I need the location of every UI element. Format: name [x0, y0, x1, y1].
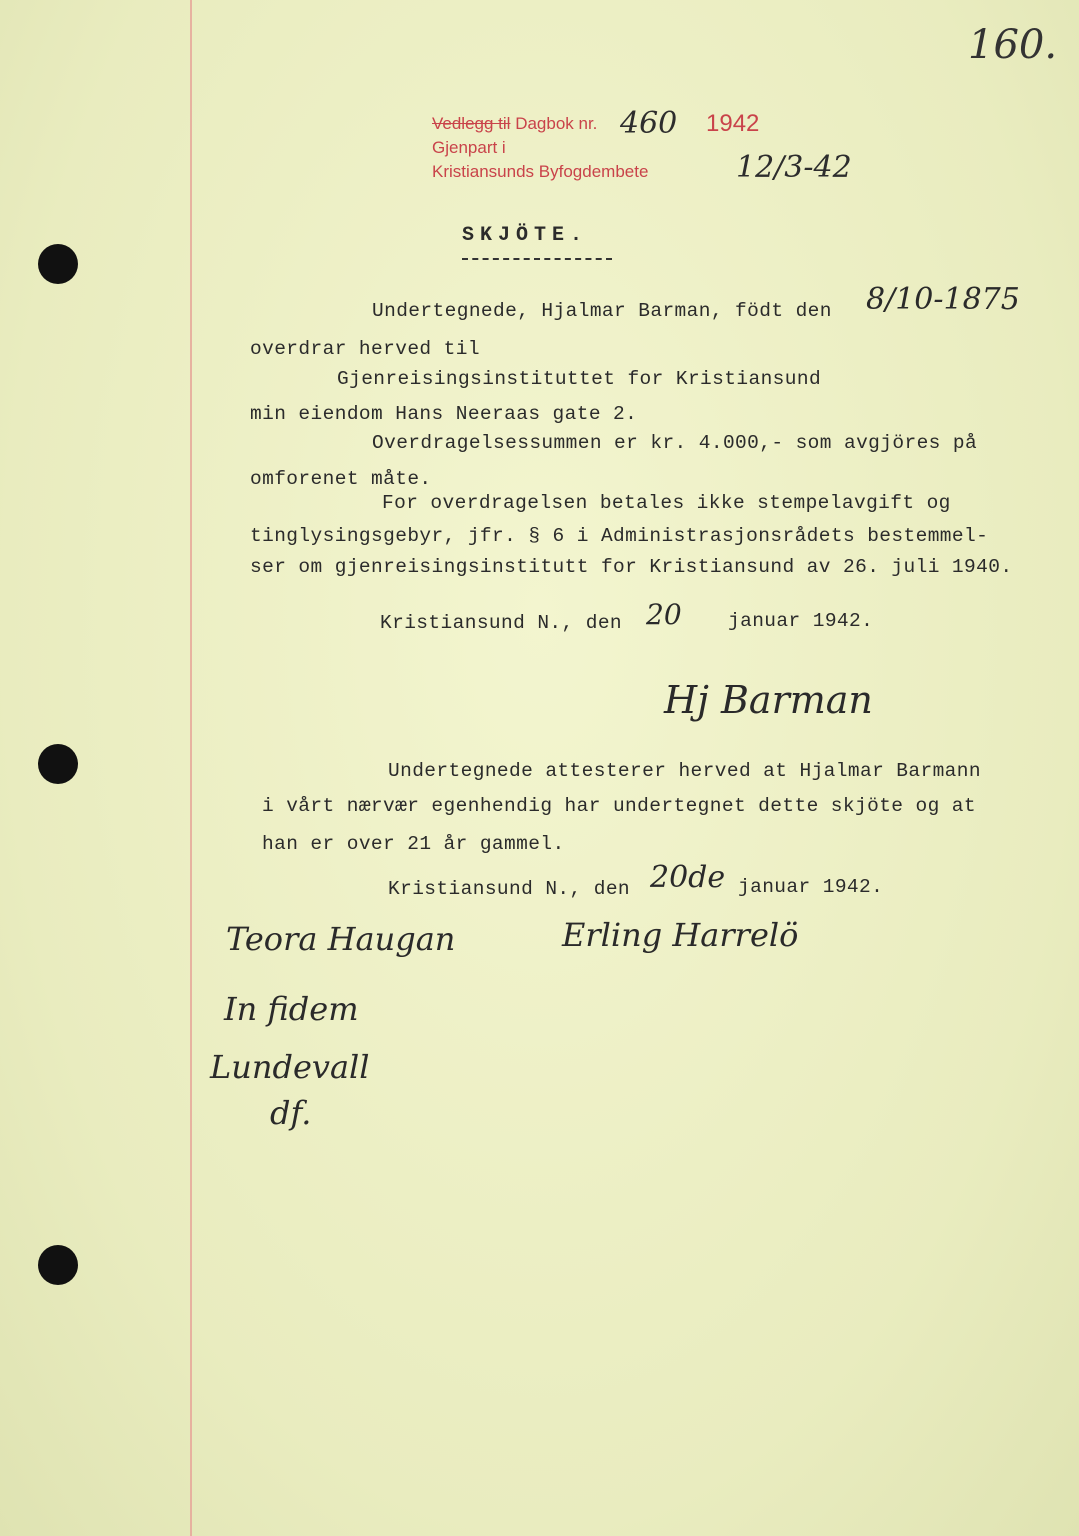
body-line: Undertegnede attesterer herved at Hjalmar Barmann	[388, 760, 981, 782]
in-fidem-initials: df.	[270, 1094, 312, 1132]
punch-hole-bottom	[38, 1245, 78, 1285]
body-line: Overdragelsessummen er kr. 4.000,- som avgjöres på	[372, 432, 978, 454]
body-line: han er over 21 år gammel.	[262, 833, 565, 855]
in-fidem-signature: In fidem	[224, 990, 359, 1028]
date-line-2-end: januar 1942.	[738, 876, 884, 898]
body-line: overdrar herved til	[250, 338, 480, 360]
body-line: Undertegnede, Hjalmar Barman, födt den	[372, 300, 832, 322]
stamp-date: 12/3-42	[736, 150, 852, 185]
stamp-line2: Gjenpart i	[432, 138, 506, 157]
body-line: tinglysingsgebyr, jfr. § 6 i Administrasjonsrådets bestemmel-	[250, 525, 989, 547]
in-fidem-name: Lundevall	[210, 1048, 370, 1086]
date-line-1: Kristiansund N., den	[380, 612, 623, 634]
stamp-line1: Vedlegg til	[432, 114, 511, 133]
margin-rule	[190, 0, 192, 1536]
stamp-year: 1942	[706, 110, 760, 137]
signature-barman: Hj Barman	[664, 678, 873, 722]
body-line: ser om gjenreisingsinstitutt for Kristiansund av 26. juli 1940.	[250, 556, 1013, 578]
stamp-line1-suffix: Dagbok nr.	[515, 114, 598, 133]
document-title: SKJÖTE.	[462, 224, 589, 247]
punch-hole-top	[38, 244, 78, 284]
body-line: Gjenreisingsinstituttet for Kristiansund	[337, 368, 822, 390]
page-number: 160.	[968, 22, 1058, 68]
date-day-2: 20de	[650, 860, 726, 895]
date-line-1-end: januar 1942.	[728, 610, 874, 632]
date-day-1: 20	[646, 598, 682, 631]
body-line: i vårt nærvær egenhendig har undertegnet dette skjöte og at	[262, 795, 977, 817]
body-line: min eiendom Hans Neeraas gate 2.	[250, 403, 638, 425]
body-line: For overdragelsen betales ikke stempelavgift og	[382, 492, 951, 514]
witness-signature-1: Teora Haugan	[226, 920, 456, 958]
stamp-dagbok-number: 460	[620, 106, 678, 141]
witness-signature-2: Erling Harrelö	[562, 916, 799, 954]
birth-date-handwritten: 8/10-1875	[866, 282, 1020, 317]
title-underline	[462, 258, 612, 260]
stamp-line3: Kristiansunds Byfogdembete	[432, 162, 649, 181]
punch-hole-middle	[38, 744, 78, 784]
date-line-2: Kristiansund N., den	[388, 878, 631, 900]
body-line: omforenet måte.	[250, 468, 432, 490]
registry-stamp	[432, 112, 648, 184]
